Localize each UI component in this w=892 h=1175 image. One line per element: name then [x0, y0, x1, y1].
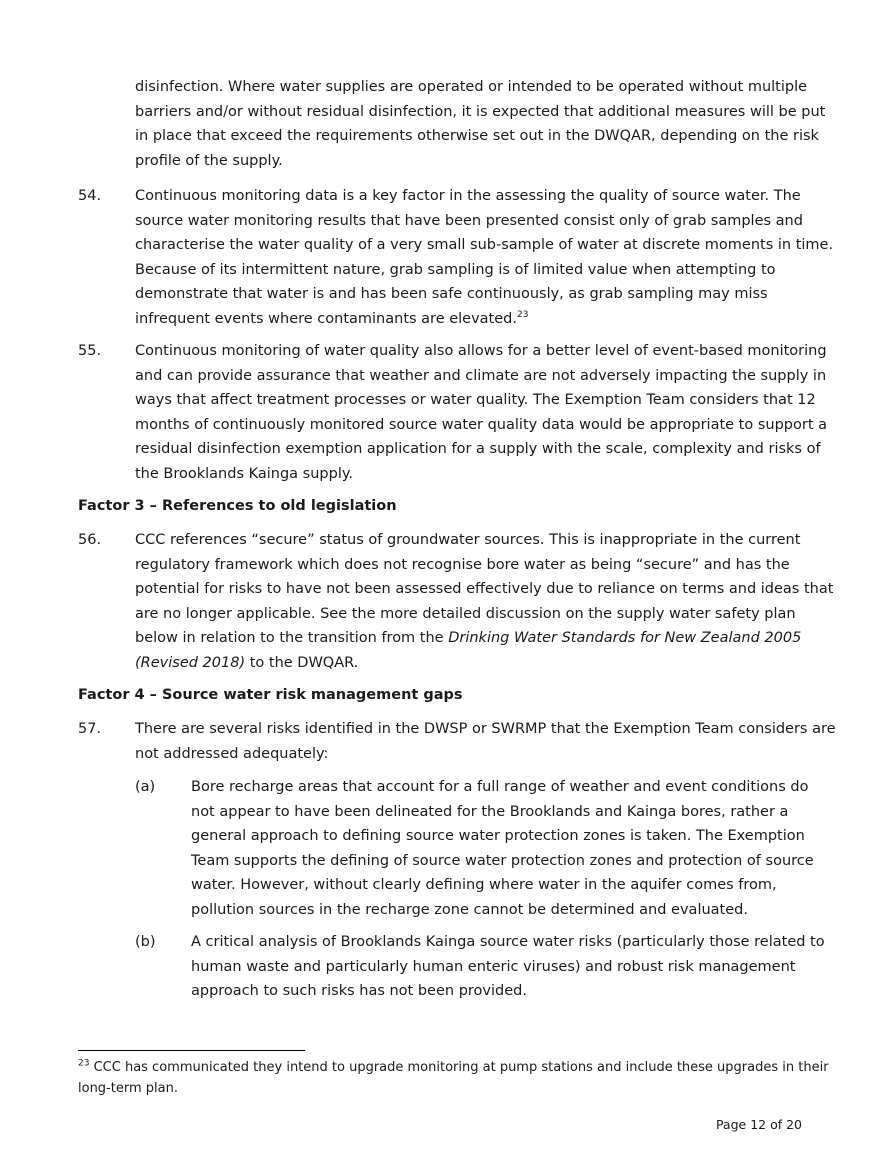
text-line: water. However, without clearly defining where water in the aquifer comes from,: [191, 877, 777, 893]
list-item-label: (a): [135, 779, 156, 795]
list-item-label: (b): [135, 934, 156, 950]
footnote-reference[interactable]: 23: [516, 309, 529, 320]
text-line: and can provide assurance that weather and climate are not adversely impacting the supply in: [135, 367, 827, 384]
standard-title: Drinking Water Standards for New Zealand 2005: [448, 630, 802, 646]
footnote-separator: [78, 1050, 305, 1051]
text-line: Continuous monitoring data is a key factor in the assessing the quality of source water. The: [135, 188, 801, 204]
paragraph-number: 56.: [78, 532, 102, 548]
paragraph-number: 55.: [78, 343, 102, 359]
text-line: are no longer applicable. See the more detailed discussion on the supply water safety plan: [135, 605, 796, 622]
text-line: the Brooklands Kainga supply.: [135, 465, 353, 482]
text-line: months of continuously monitored source water quality data would be appropriate to support a: [135, 416, 828, 433]
text-fragment: below in relation to the transition from the: [135, 630, 449, 646]
text-line: Bore recharge areas that account for a full range of weather and event conditions do: [191, 779, 809, 795]
text-line: demonstrate that water is and has been safe continuously, as grab sampling may miss: [135, 286, 768, 302]
text-line: general approach to defining source water protection zones is taken. The Exemption: [191, 828, 805, 844]
text-line: residual disinfection exemption application for a supply with the scale, complexity and risks of: [135, 441, 821, 457]
text-line: source water monitoring results that have been presented consist only of grab samples and: [135, 212, 803, 229]
section-heading: Factor 4 – Source water risk management gaps: [78, 687, 463, 703]
footnote-number: 23: [78, 1058, 90, 1069]
footnote: [78, 1058, 829, 1078]
text-line: barriers and/or without residual disinfection, it is expected that additional measures will be put: [135, 103, 826, 120]
text-line: ways that affect treatment processes or water quality. The Exemption Team considers that 12: [135, 392, 816, 408]
text-line: profile of the supply.: [135, 152, 283, 169]
page-number: Page 12 of 20: [715, 1117, 802, 1132]
footnote-text: CCC has communicated they intend to upgrade monitoring at pump stations and include these upgrades in their: [89, 1060, 829, 1075]
text-fragment: infrequent events where contaminants are elevated.: [135, 310, 517, 327]
text-line: potential for risks to have not been assessed effectively due to reliance on terms and ideas that: [135, 581, 834, 597]
text-line: in place that exceed the requirements otherwise set out in the DWQAR, depending on the risk: [135, 128, 819, 144]
standard-title: (Revised 2018): [135, 654, 246, 671]
text-fragment: to the DWQAR.: [245, 654, 359, 671]
footnote-continuation: long-term plan.: [78, 1081, 178, 1096]
paragraph-number: 54.: [78, 188, 102, 204]
text-line: Team supports the defining of source water protection zones and protection of source: [191, 852, 814, 869]
text-line: characterise the water quality of a very small sub-sample of water at discrete moments in time.: [135, 237, 834, 253]
text-line: [135, 626, 801, 650]
text-line: [135, 307, 528, 331]
text-line: approach to such risks has not been provided.: [191, 983, 527, 999]
text-line: disinfection. Where water supplies are operated or intended to be operated without multiple: [135, 79, 808, 95]
text-line: regulatory framework which does not recognise bore water as being “secure” and has the: [135, 556, 790, 573]
section-heading: Factor 3 – References to old legislation: [78, 498, 397, 514]
text-line: Because of its intermittent nature, grab sampling is of limited value when attempting to: [135, 261, 776, 278]
text-line: human waste and particularly human enteric viruses) and robust risk management: [191, 958, 796, 975]
text-line: A critical analysis of Brooklands Kainga source water risks (particularly those related to: [191, 934, 825, 950]
text-line: pollution sources in the recharge zone cannot be determined and evaluated.: [191, 901, 748, 918]
text-line: not addressed adequately:: [135, 745, 329, 762]
text-line: Continuous monitoring of water quality also allows for a better level of event-based monitoring: [135, 343, 827, 359]
paragraph-number: 57.: [78, 721, 102, 737]
text-line: [135, 651, 358, 675]
text-line: There are several risks identified in the DWSP or SWRMP that the Exemption Team considers are: [135, 721, 836, 737]
text-line: CCC references “secure” status of groundwater sources. This is inappropriate in the current: [135, 532, 801, 548]
text-line: not appear to have been delineated for the Brooklands and Kainga bores, rather a: [191, 803, 789, 820]
